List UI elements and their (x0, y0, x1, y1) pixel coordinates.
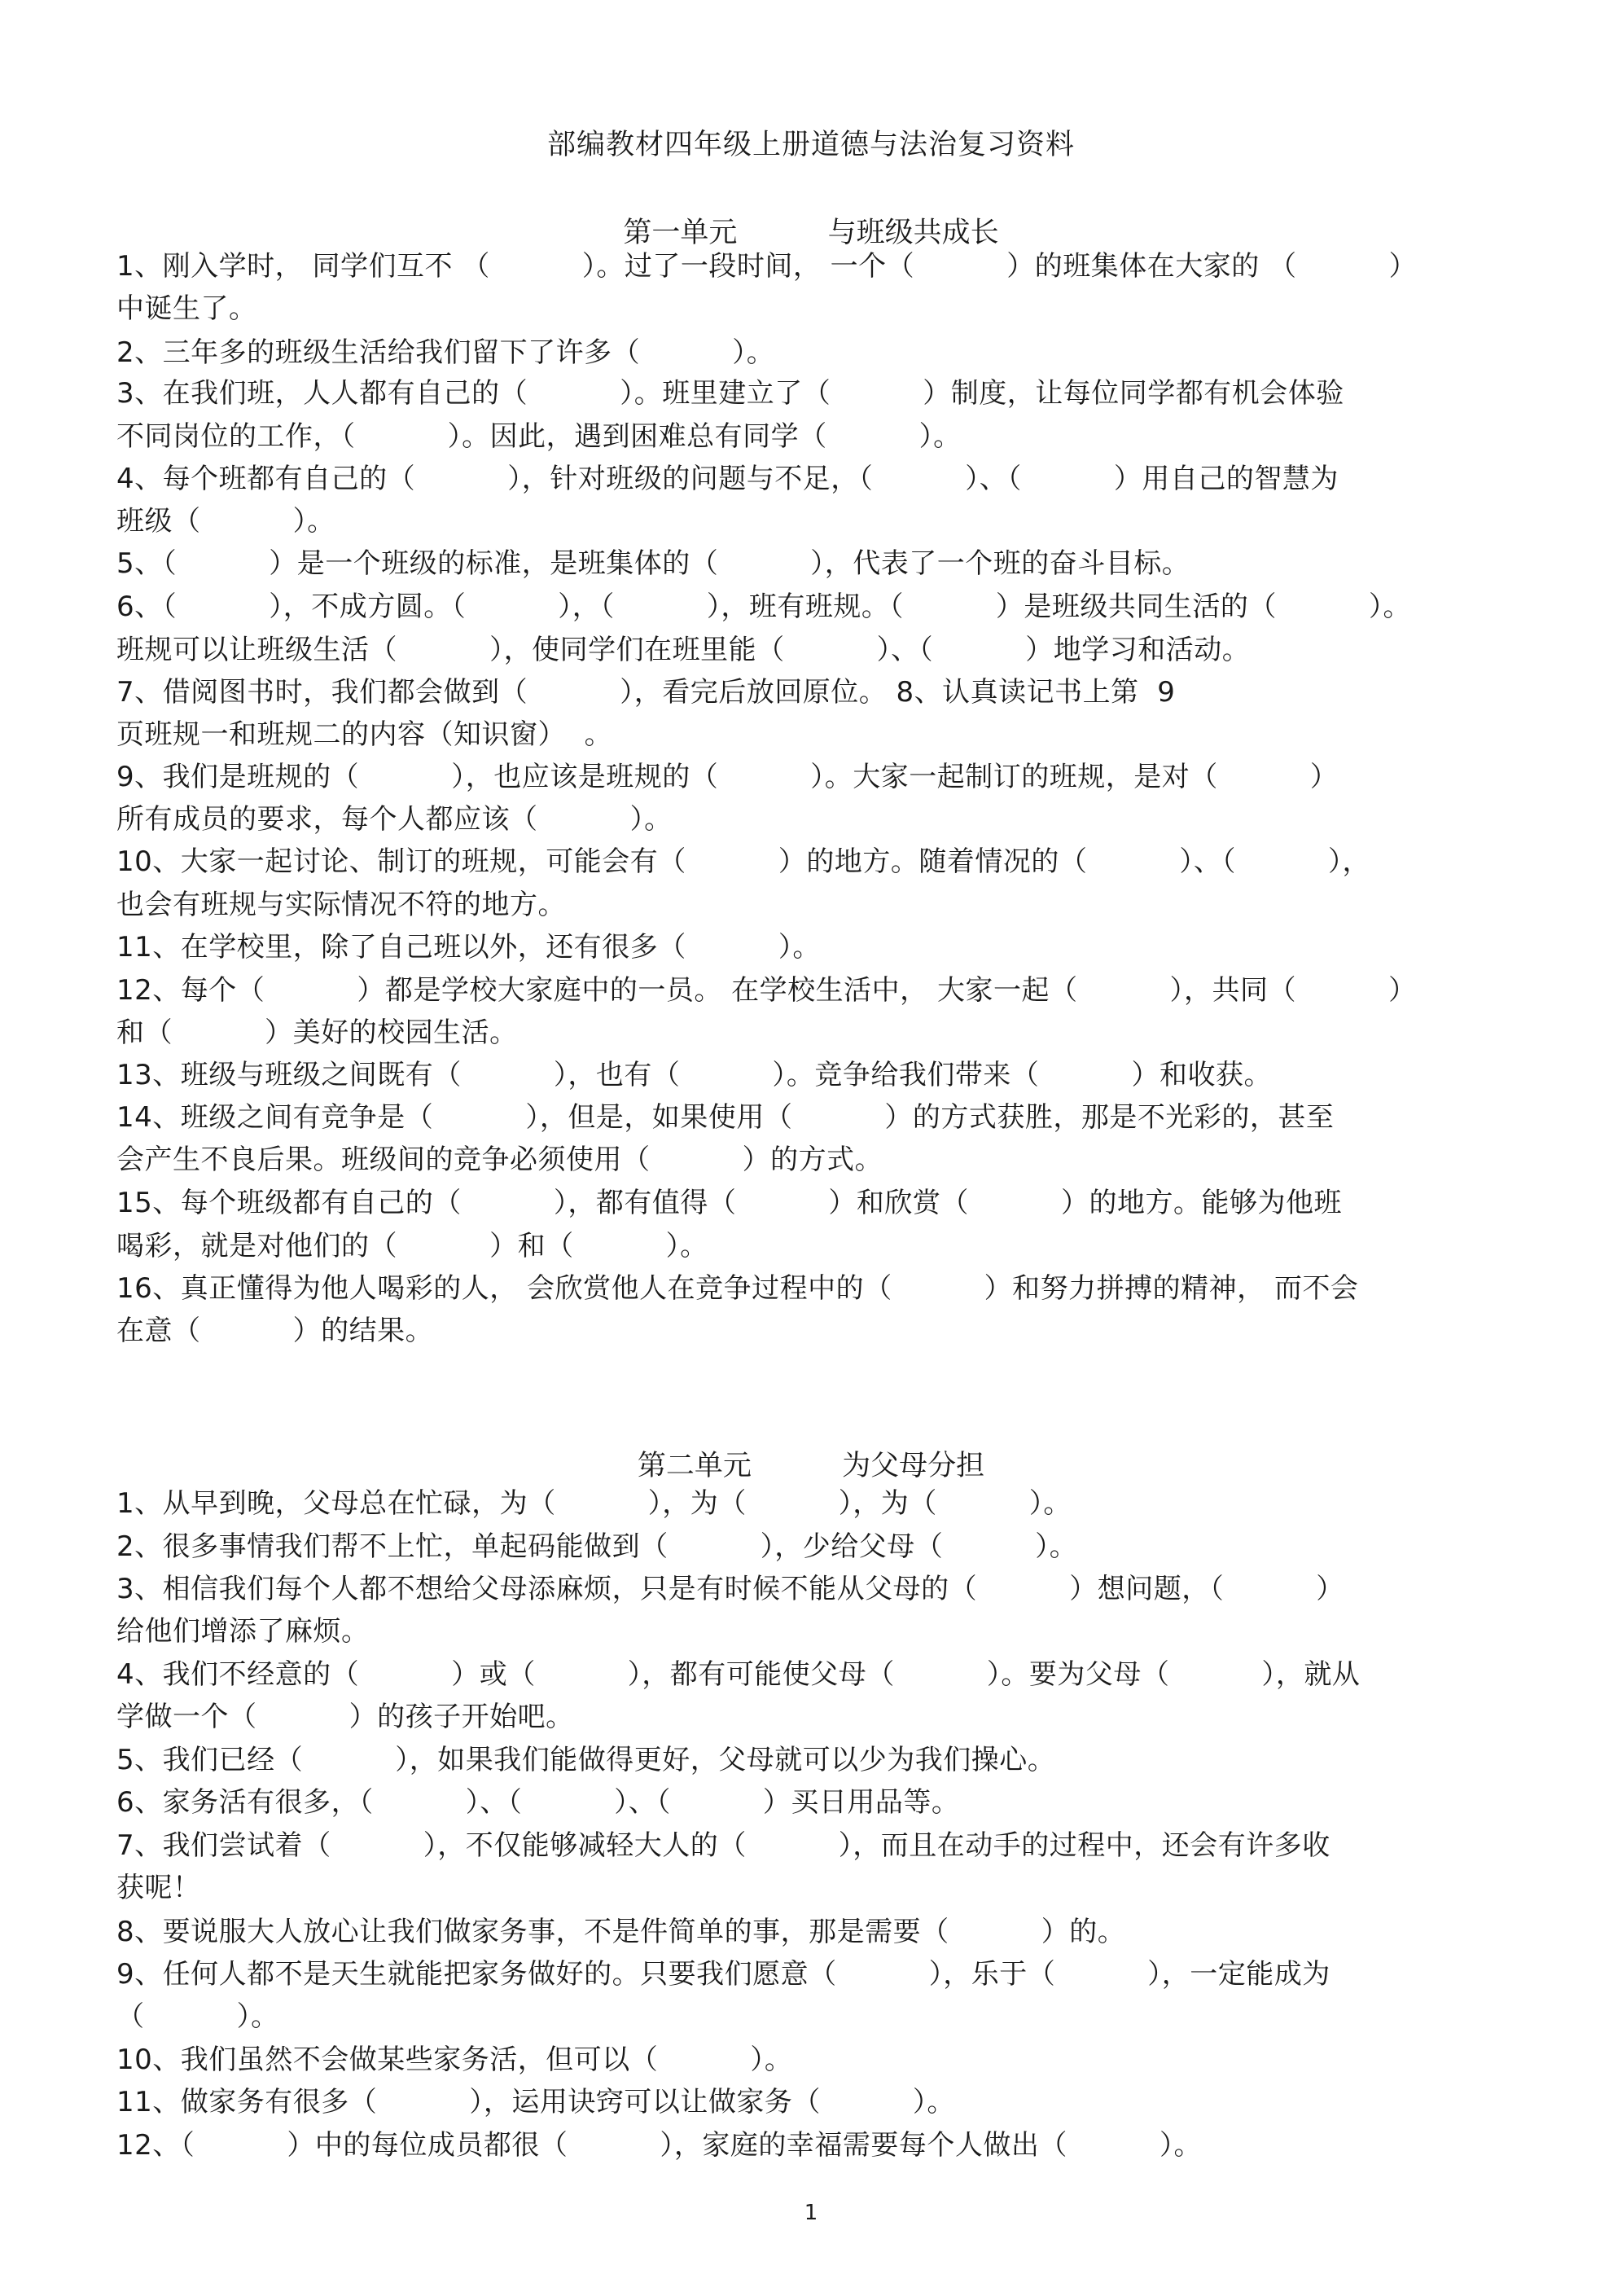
text-line: 1、从早到晚，父母总在忙碌，为（ ），为（ ），为（ ）。 (116, 1487, 1072, 1520)
document-title: 部编教材四年级上册道德与法治复习资料 (546, 129, 1075, 161)
text-line: 7、我们尝试着（ ），不仅能够减轻大人的（ ），而且在动手的过程中，还会有许多收 (116, 1829, 1330, 1862)
text-line: 11、做家务有很多（ ），运用诀窍可以让做家务（ ）。 (116, 2086, 955, 2118)
text-line: 16、真正懂得为他人喝彩的人， 会欣赏他人在竞争过程中的（ ）和努力拼搏的精神， 而不会 (116, 1272, 1359, 1305)
text-line: 1、刚入学时， 同学们互不 （ ）。过了一段时间， 一个（ ）的班集体在大家的 （ ） (116, 250, 1418, 283)
text-line: 学做一个（ ）的孩子开始吧。 (116, 1701, 574, 1733)
text-line: 2、三年多的班级生活给我们留下了许多（ ）。 (116, 336, 775, 369)
text-line: 喝彩，就是对他们的（ ）和（ ）。 (116, 1230, 708, 1262)
text-line: 4、我们不经意的（ ）或（ ），都有可能使父母（ ）。要为父母（ ），就从 (116, 1658, 1361, 1691)
text-line: 3、相信我们每个人都不想给父母添麻烦，只是有时候不能从父母的（ ）想问题，（ ） (116, 1573, 1344, 1605)
text-line: 不同岗位的工作，（ ）。因此，遇到困难总有同学（ ）。 (116, 420, 962, 453)
text-line: 给他们增添了麻烦。 (116, 1615, 370, 1648)
text-line: 10、大家一起讨论、制订的班规，可能会有（ ）的地方。随着情况的（ ）、（ ）， (116, 845, 1370, 878)
text-line: 中诞生了。 (116, 292, 257, 325)
text-line: 5、我们已经（ ），如果我们能做得更好，父母就可以少为我们操心。 (116, 1744, 1056, 1776)
text-line: 8、要说服大人放心让我们做家务事，不是件简单的事，那是需要（ ）的。 (116, 1916, 1126, 1948)
text-line: 班级（ ）。 (116, 505, 335, 538)
text-line: 12、每个（ ）都是学校大家庭中的一员。 在学校生活中， 大家一起（ ），共同（ ） (116, 974, 1417, 1007)
text-line: 11、在学校里，除了自己班以外，还有很多（ ）。 (116, 931, 821, 964)
text-line: 也会有班规与实际情况不符的地方。 (116, 889, 566, 921)
text-line: 在意（ ）的结果。 (116, 1315, 434, 1347)
text-line: 所有成员的要求，每个人都应该（ ）。 (116, 803, 673, 836)
text-line: 15、每个班级都有自己的（ ），都有值得（ ）和欣赏（ ）的地方。能够为他班 (116, 1187, 1342, 1219)
text-line: 会产生不良后果。班级间的竞争必须使用（ ）的方式。 (116, 1144, 883, 1176)
text-line: 页班规一和班规二的内容（知识窗） 。 (116, 718, 613, 751)
text-line: （ ）。 (116, 2000, 279, 2033)
text-line: 4、每个班都有自己的（ ），针对班级的问题与不足，（ ）、（ ）用自己的智慧为 (116, 463, 1339, 495)
text-line: 12、（ ）中的每位成员都很（ ），家庭的幸福需要每个人做出（ ）。 (116, 2129, 1202, 2162)
text-line: 班规可以让班级生活（ ），使同学们在班里能（ ）、（ ）地学习和活动。 (116, 634, 1251, 666)
unit-1-heading: 第一单元 与班级共成长 (623, 217, 999, 249)
page-number: 1 (804, 2201, 818, 2225)
text-line: 13、班级与班级之间既有（ ），也有（ ）。竞争给我们带来（ ）和收获。 (116, 1059, 1272, 1091)
text-line: 6、家务活有很多，（ ）、（ ）、（ ）买日用品等。 (116, 1786, 960, 1819)
text-line: 9、任何人都不是天生就能把家务做好的。只要我们愿意（ ），乐于（ ），一定能成为 (116, 1958, 1330, 1991)
unit-2-heading: 第二单元 为父母分担 (637, 1450, 985, 1482)
text-line: 2、很多事情我们帮不上忙，单起码能做到（ ），少给父母（ ）。 (116, 1530, 1078, 1563)
text-line: 6、（ ），不成方圆。（ ），（ ），班有班规。（ ）是班级共同生活的（ ）。 (116, 590, 1412, 623)
text-line: 7、借阅图书时，我们都会做到（ ），看完后放回原位。 8、认真读记书上第 9 (116, 676, 1176, 709)
text-line: 14、班级之间有竞争是（ ），但是，如果使用（ ）的方式获胜，那是不光彩的，甚至 (116, 1101, 1335, 1134)
text-line: 5、（ ）是一个班级的标准，是班集体的（ ），代表了一个班的奋斗目标。 (116, 547, 1190, 580)
text-line: 和（ ）美好的校园生活。 (116, 1016, 518, 1049)
text-line: 3、在我们班，人人都有自己的（ ）。班里建立了（ ）制度，让每位同学都有机会体验 (116, 377, 1344, 410)
text-line: 获呢！ (116, 1872, 201, 1904)
text-line: 10、我们虽然不会做某些家务活，但可以（ ）。 (116, 2044, 793, 2076)
text-line: 9、我们是班规的（ ），也应该是班规的（ ）。大家一起制订的班规，是对（ ） (116, 761, 1339, 793)
